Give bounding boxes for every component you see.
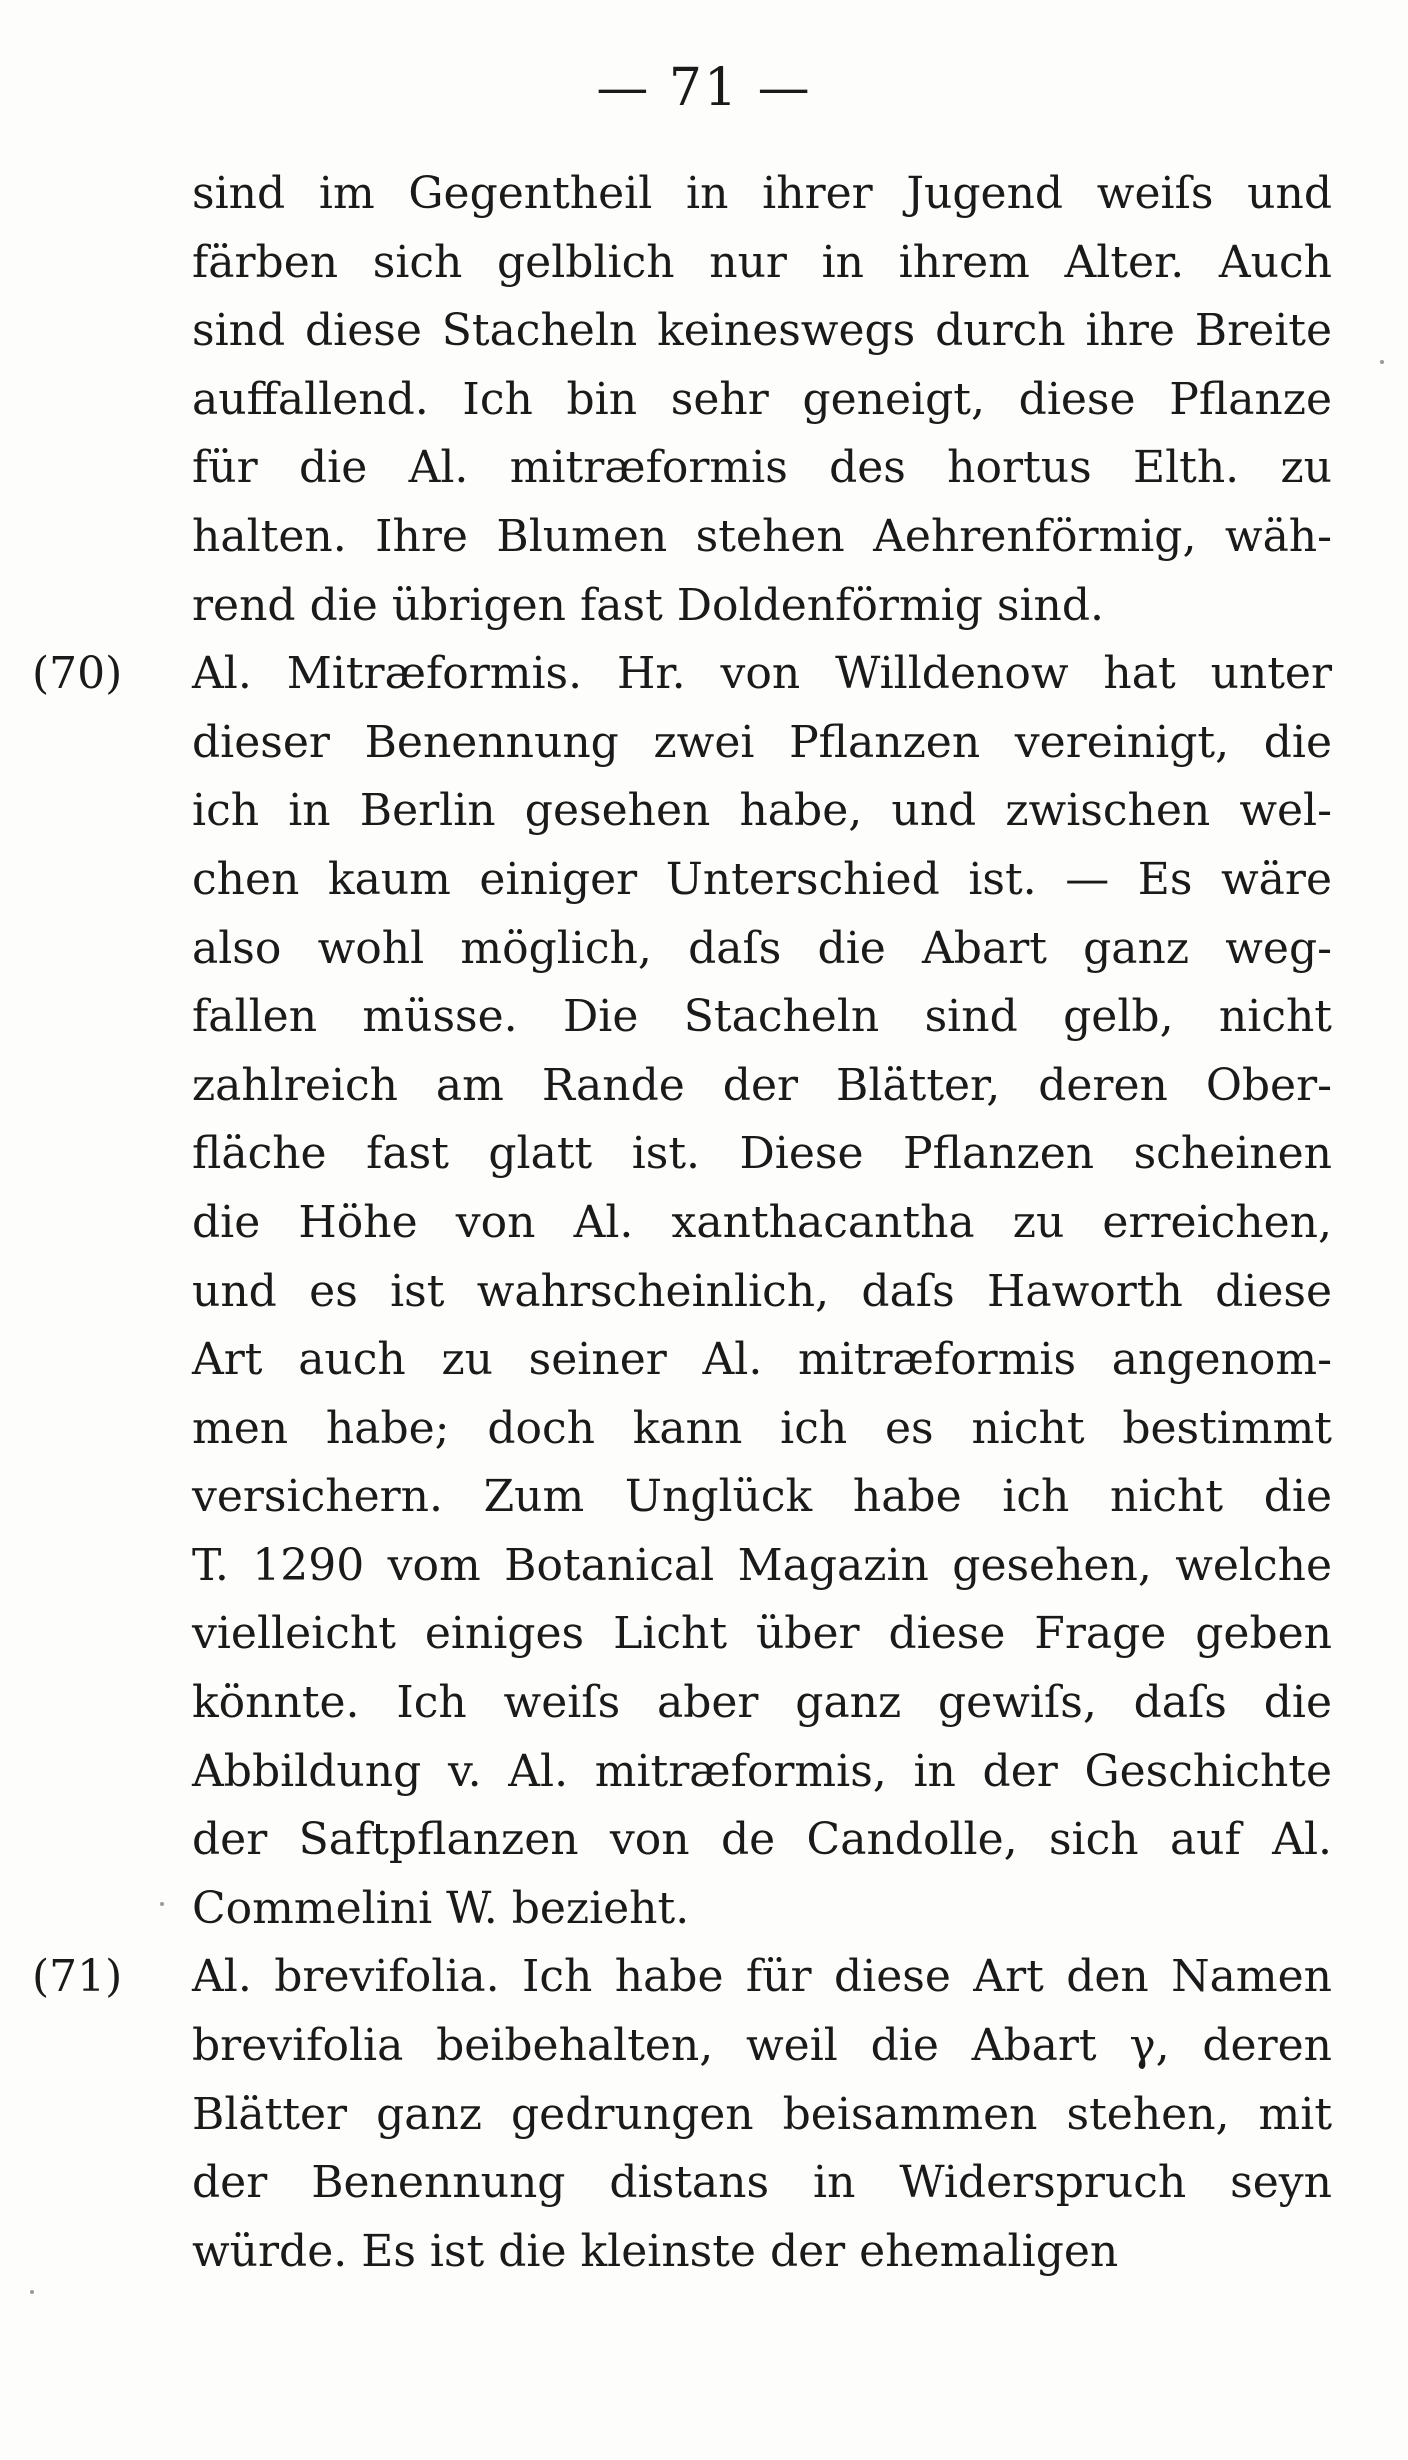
text-line: der Benennung distans in Widerspruch seyn: [192, 2157, 1332, 2209]
paper-speck: [30, 2290, 34, 2294]
text-line: sind im Gegentheil in ihrer Jugend weiſs und: [192, 168, 1332, 219]
text-line: fallen müsse. Die Stacheln sind gelb, nicht: [192, 991, 1332, 1043]
text-line: für die Al. mitræformis des hortus Elth. zu: [192, 442, 1332, 494]
text-line: würde. Es ist die kleinste der ehemaligen: [192, 2225, 1119, 2277]
text-line: halten. Ihre Blumen stehen Aehrenförmig, wäh-: [192, 510, 1332, 562]
text-line: sind diese Stacheln keineswegs durch ihre Breite: [192, 305, 1332, 357]
text-line: färben sich gelblich nur in ihrem Alter. Auch: [192, 236, 1332, 288]
text-line: vielleicht einiges Licht über diese Frage geben: [192, 1608, 1332, 1660]
text-line: ich in Berlin gesehen habe, und zwischen wel-: [192, 785, 1332, 837]
entry-number-70: (70): [32, 648, 123, 700]
text-line: zahlreich am Rande der Blätter, deren Ober-: [192, 1059, 1332, 1111]
text-line: Blätter ganz gedrungen beisammen stehen, mit: [192, 2088, 1332, 2140]
paper-speck: [1380, 360, 1384, 364]
text-line: die Höhe von Al. xanthacantha zu erreichen,: [192, 1196, 1332, 1248]
text-line: der Saftpflanzen von de Candolle, sich auf Al.: [192, 1814, 1332, 1866]
text-line: Commelini W. bezieht.: [192, 1882, 690, 1934]
text-line-entry-71: (71) Al. brevifolia. Ich habe für diese Art den Namen: [192, 1943, 1332, 2012]
entry-number-71: (71): [32, 1951, 123, 2003]
text-line: dieser Benennung zwei Pflanzen vereinigt, die: [192, 716, 1332, 768]
text-line: und es ist wahrscheinlich, daſs Haworth diese: [192, 1265, 1332, 1317]
text-line: brevifolia beibehalten, weil die Abart γ, deren: [192, 2020, 1332, 2072]
text-line: chen kaum einiger Unterschied ist. — Es wäre: [192, 853, 1332, 905]
body-text: [32, 160, 1332, 2286]
text-line: rend die übrigen fast Doldenförmig sind.: [192, 579, 1105, 631]
paper-speck: [160, 1902, 164, 1906]
text-line-entry-70: (70) Al. Mitræformis. Hr. von Willdenow hat unter: [192, 640, 1332, 709]
text-line: fläche fast glatt ist. Diese Pflanzen scheinen: [192, 1128, 1332, 1180]
text-line: könnte. Ich weiſs aber ganz gewiſs, daſs die: [192, 1677, 1332, 1729]
text-line: also wohl möglich, daſs die Abart ganz weg-: [192, 922, 1332, 974]
text-line: T. 1290 vom Botanical Magazin gesehen, welche: [192, 1539, 1332, 1591]
text-line: Abbildung v. Al. mitræformis, in der Geschichte: [192, 1745, 1332, 1797]
text-line: versichern. Zum Unglück habe ich nicht die: [192, 1471, 1332, 1523]
text-line: men habe; doch kann ich es nicht bestimmt: [192, 1402, 1332, 1454]
page-number: — 71 —: [596, 58, 812, 118]
text-line: Art auch zu seiner Al. mitræformis angenom-: [192, 1334, 1332, 1386]
text-line: auffallend. Ich bin sehr geneigt, diese Pflanze: [192, 373, 1332, 425]
